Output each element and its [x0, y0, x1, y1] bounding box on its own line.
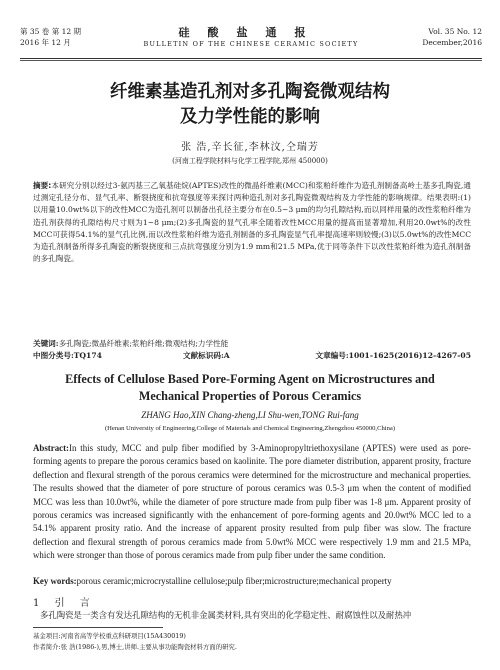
title-en-line2: Mechanical Properties of Porous Ceramics [138, 389, 362, 403]
date-en: December,2016 [422, 38, 482, 47]
section-heading [33, 594, 96, 609]
keywords-en-label: Key words: [33, 576, 77, 586]
authors-cn: 张 浩,辛长征,李林汶,仝瑞芳 [181, 142, 319, 153]
title-cn-line1: 纤维素基造孔剂对多孔陶瓷微观结构 [110, 82, 390, 102]
volume-en: Vol. 35 No. 12 [428, 27, 482, 36]
keywords-en [33, 575, 471, 587]
journal-name-cn: 硅酸盐通报 [178, 26, 324, 39]
date-cn: 2016 年 12 月 [20, 38, 71, 47]
volume-cn: 第 35 卷 第 12 期 [20, 27, 82, 36]
keywords-cn-text: 多孔陶瓷;微晶纤维素;浆粕纤维;微观结构;力学性能 [58, 339, 229, 348]
title-cn-line2: 及力学性能的影响 [180, 107, 320, 127]
keywords-en-text: porous ceramic;microcrystalline cellulose;pulp fiber;microstructure;mechanical property [76, 576, 392, 586]
title-en-line1: Effects of Cellulose Based Pore-Forming Agent on Microstructures and [65, 372, 435, 386]
header-center [20, 26, 482, 50]
affiliation-en: (Henan University of Engineering,College of Materials and Chemical Engineering,Zhengzhou 450000,China) [104, 425, 396, 432]
title-cn [0, 80, 500, 130]
keywords-cn [33, 338, 471, 350]
header-rule-thin [20, 60, 482, 61]
footnote-rule [33, 627, 163, 628]
footnote-fund: 基金项目:河南省高等学校重点科研项目(15A430019) [33, 632, 186, 640]
affiliation-cn: (河南工程学院材料与化学工程学院,郑州 450000) [172, 157, 328, 165]
clc-number: 中图分类号:TQ174 [33, 351, 102, 360]
journal-name-en: BULLETIN OF THE CHINESE CERAMIC SOCIETY [143, 40, 359, 48]
abstract-cn [33, 180, 471, 265]
abstract-cn-text: 本研究分别以经过3-氨丙基三乙氧基硅烷(APTES)改性的微晶纤维素(MCC)和浆粕纤维作为造孔剂制备高岭土基多孔陶瓷,通过测定孔径分布、显气孔率、断裂挠度和抗弯强度等来探讨两种造孔剂对多孔陶瓷微观结构及力学性能的影响规律。结果表明:(1)以用量10.0wt%以下的改性MCC为造孔剂可以制备出孔径主要分布在0.5~3 μm的均匀孔隙结构,而以同样用量的改性浆粕纤维为造孔剂获得的孔隙结构尺寸则为1~8 μm;(2)多孔陶瓷的显气孔率全随着改性MCC用量的提高而显著增加,利用20.0wt%的改性MCC可获得54.1%的显气孔比例,而以改性浆粕纤维为造孔剂制备的多孔陶瓷显气孔率提高速率则较慢;(3)以5.0wt%的改性MCC为造孔剂制备所得多孔陶瓷的断裂挠度和三点抗弯强度分别为1.9 mm和21.5 MPa,优于同等条件下以改性浆粕纤维为造孔剂制备的多孔陶瓷。 [33, 181, 471, 264]
section-number: 1 [33, 598, 46, 609]
section-title: 引 言 [54, 598, 96, 609]
header-right [422, 26, 482, 48]
keywords-cn-label: 关键词: [33, 339, 59, 348]
title-en [0, 371, 500, 405]
header-rule [20, 58, 482, 59]
authors-en: ZHANG Hao,XIN Chang-zheng,LI Shu-wen,TONG Rui-fang [141, 410, 359, 420]
article-number: 文章编号:1001-1625(2016)12-4267-05 [315, 351, 471, 360]
footnote-author-bio: 作者简介:张 浩(1986-),男,博士,讲师.主要从事功能陶瓷材料方面的研究. [33, 643, 237, 651]
abstract-cn-label: 摘要: [33, 181, 52, 190]
abstract-en-label: Abstract: [33, 443, 69, 453]
abstract-en-text: In this study, MCC and pulp fiber modified by 3-Aminopropyltriethoxysilane (APTES) were used as pore-forming agents to prepare the porous ceramics based on kaolinite. The pore diameter distribution, apparent prosity, fracture deflection and flexural strength of the porous ceramics were determined for the microstructure and mechanical properties. The results showed that the diameter of pore structure of porous ceramics was 0.5-3 μm when the content of modified MCC was less than 10.0wt%, while the diameter of pore structure made from pulp fiber was 1-8 μm. Apparent prosity of porous ceramics was increased significantly with the enhancement of pore-forming agents and 20.0wt% MCC led to a 54.1% apparent prosity ratio. And the increase of apparent prosity resulted from pulp fiber was slow. The fracture deflection and flexural strength of porous ceramics made from 5.0wt% MCC were respectively 1.9 mm and 21.5 MPa, which were stronger than those of porous ceramics made from pulp fiber under the same condition. [33, 443, 471, 561]
abstract-en [33, 442, 471, 563]
section-first-line: 多孔陶瓷是一类含有发达孔隙结构的无机非金属类材料,具有突出的化学稳定性、耐腐蚀性以及耐热冲 [40, 610, 412, 620]
running-header [20, 26, 482, 60]
document-code: 文献标识码:A [183, 351, 230, 360]
